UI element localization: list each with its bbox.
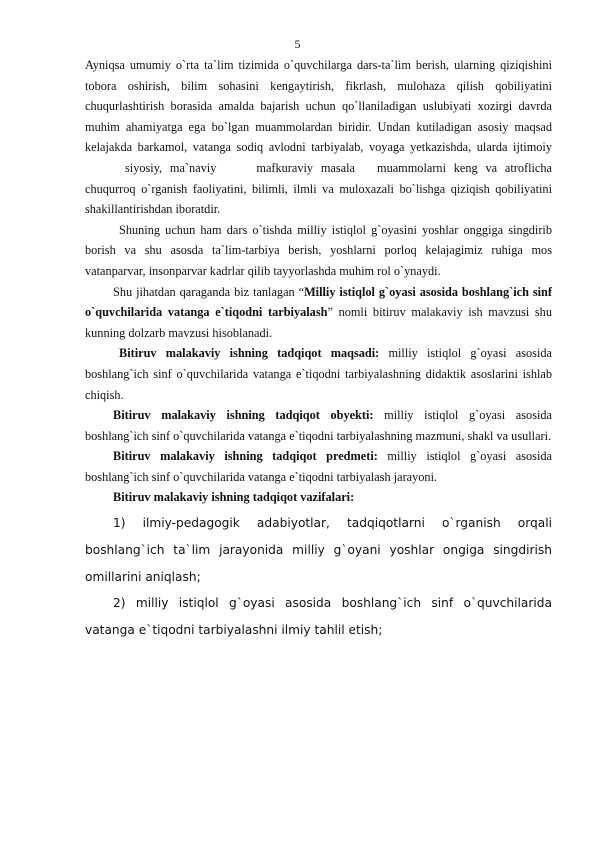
intro-text-mafkuraviy: mafkuraviy masala	[256, 160, 355, 175]
intro-paragraph	[85, 55, 552, 220]
intro-text-siyosiy: siyosiy, ma`naviy	[125, 160, 217, 175]
topic-paragraph	[85, 282, 552, 344]
intro-text-rest: muammolarni keng va atroflicha chuqurroq o`rganish faoliyatini, bilimli, ilmli va muloxazali bo`lishga qiziqish qobiliyatini shakillantirishdan iboratdir.	[85, 160, 553, 217]
document-body	[85, 55, 552, 644]
subject-paragraph	[85, 446, 552, 487]
task-item: 2) milliy istiqlol g`oyasi asosida boshlang`ich sinf o`quvchilarida vatanga e`tiqodni tarbiyalashni ilmiy tahlil etish;	[85, 596, 552, 638]
relevance-paragraph: Shuning uchun ham dars o`tishda milliy istiqlol g`oyasini yoshlar onggiga singdirib borish va shu asosda ta`lim-tarbiya berish, yoshlarni porloq kelajagimiz ruhiga mos vatanparvar, insonparvar kadrlar qilib tayyorlashda muhim rol o`ynaydi.	[85, 222, 552, 278]
subject-label: Bitiruv malakaviy ishning tadqiqot predmeti:	[113, 449, 378, 464]
task-item: 1) ilmiy-pedagogik adabiyotlar, tadqiqotlarni o`rganish orqali boshlang`ich ta`lim jarayonida milliy g`oyani yoshlar ongiga singdirish omillarini aniqlash;	[85, 516, 552, 584]
thesis-title: Milliy istiqlol g`oyasi asosida boshlang`ich sinf o`quvchilarida vatanga e`tiqodni tarbiyalash	[85, 284, 552, 320]
topic-outro: ” nomli bitiruv malakaviy ish mavzusi shu kunning dolzarb mavzusi hisoblanadi.	[85, 305, 552, 340]
subject-text: milliy istiqlol g`oyasi asosida boshlang`ich sinf o`quvchilarida vatanga e`tiqodni tarbiyalash jarayoni.	[85, 449, 552, 484]
object-text: milliy istiqlol g`oyasi asosida boshlang`ich sinf o`quvchilarida vatanga e`tiqodni tarbiyalashning mazmuni, shakl va usullari.	[85, 408, 552, 443]
aim-paragraph	[85, 343, 552, 405]
tasks-heading	[85, 487, 552, 508]
object-paragraph	[85, 405, 552, 446]
object-label: Bitiruv malakaviy ishning tadqiqot obyekti:	[113, 408, 374, 423]
page-number: 5	[294, 37, 301, 51]
tasks-heading-text: Bitiruv malakaviy ishning tadqiqot vazifalari:	[113, 490, 355, 505]
intro-text: Ayniqsa umumiy o`rta ta`lim tizimida o`quvchilarga dars-ta`lim berish, ularning qiziqishini tobora oshirish, bilim sohasini kengaytirish, fikrlash, mulohaza qilish qobiliyatini chuqurlashtirish borasida amalda bajarish uchun qo`llaniladigan uslubiyati xozirgi davrda muhim ahamiyatga ega bo`lgan muammolardan biridir. Undan kutiladigan asosiy maqsad kelajakda barkamol, vatanga sodiq avlodni tarbiyalab, voyaga yetkazishda, ularda ijtimoiy	[85, 58, 552, 155]
aim-label: Bitiruv malakaviy ishning tadqiqot maqsadi:	[119, 346, 380, 361]
topic-intro: Shu jihatdan qaraganda biz tanlagan “	[113, 284, 305, 299]
aim-text: milliy istiqlol g`oyasi asosida boshlang`ich sinf o`quvchilarida vatanga e`tiqodni tarbiyalashning didaktik asoslarini ishlab chiqish.	[85, 346, 552, 402]
